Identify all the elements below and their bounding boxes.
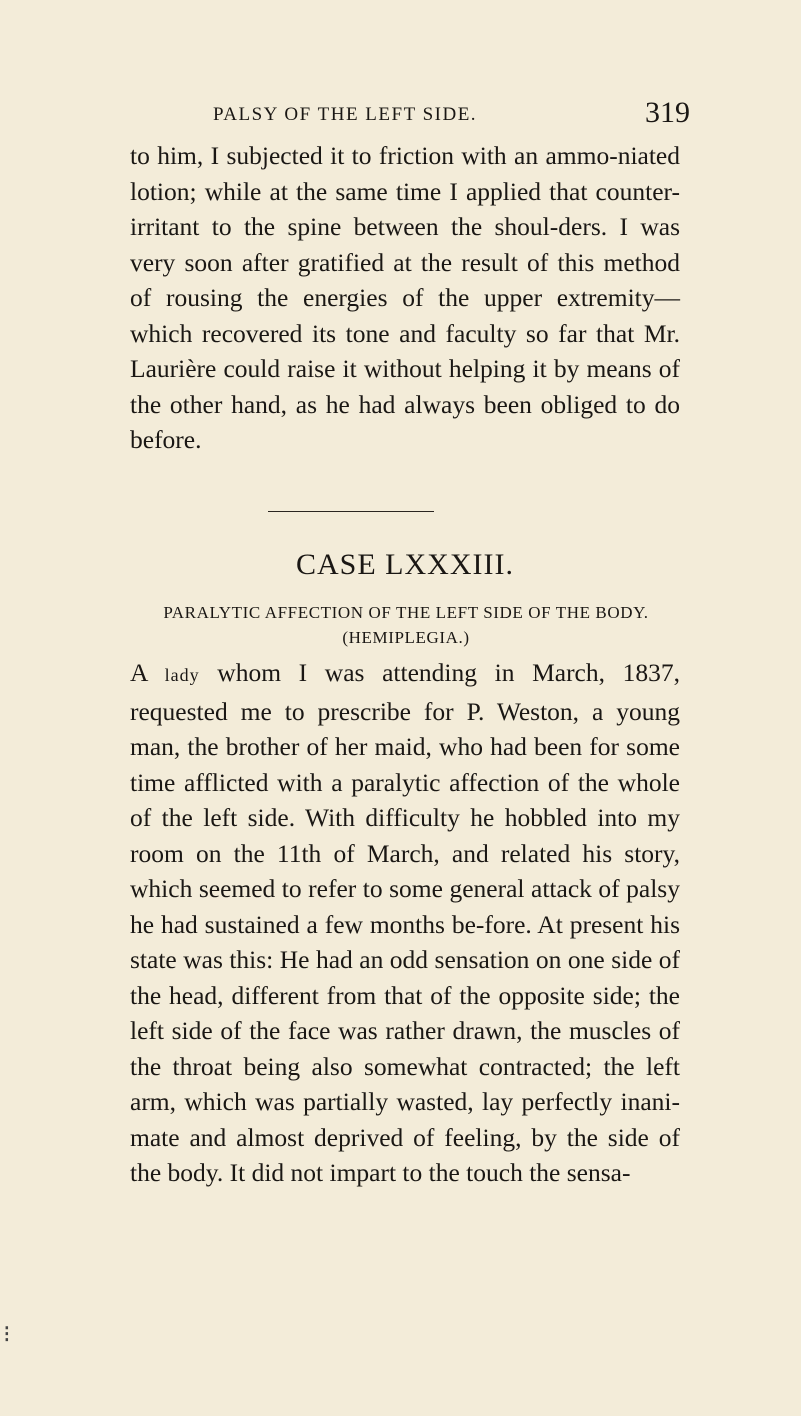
case-subtitle — [108, 600, 704, 650]
page-number: 319 — [645, 96, 690, 129]
paragraph-text — [130, 655, 680, 1191]
case-heading: CASE LXXXIII. — [296, 548, 514, 581]
paragraph-body: whom I was attending in March, 1837, requested me to prescribe for P. Weston, a young man, the brother of her maid, who had been for some time afflicted with a paralytic affection of the whole of the left side. With difficulty he hobbled into my room on the 11th of March, and related his story, which seemed to refer to some general attack of palsy he had sustained a few months be-fore. At present his state was this: He had an odd sensation on one side of the head, different from that of the opposite side; the left side of the face was rather drawn, the muscles of the throat being also somewhat contracted; the left arm, which was partially wasted, lay perfectly inani-mate and almost deprived of feeling, by the side of the body. It did not impart to the touch the sensa- — [130, 658, 681, 1187]
page-blemish: ⁝ — [3, 1322, 11, 1348]
opening-letter: A — [130, 658, 148, 687]
running-head: PALSY OF THE LEFT SIDE. — [212, 104, 478, 125]
case-subtitle-line: PARALYTIC AFFECTION OF THE LEFT SIDE OF THE BODY. — [163, 603, 649, 622]
paragraph-text: to him, I subjected it to friction with an ammo-niated lotion; while at the same time I applied that counter-irritant to the spine between the shoul-ders. I was very soon after gratified at the result of this method of rousing the energies of the upper extremity—which recovered its tone and faculty so far that Mr. Laurière could raise it without helping it by means of the other hand, as he had always been obliged to do before. — [130, 141, 680, 454]
opening-smallcaps: lady — [164, 665, 200, 685]
paragraph-continued — [130, 138, 680, 458]
case-narrative — [130, 655, 680, 1191]
case-subtitle-line: (HEMIPLEGIA.) — [342, 628, 470, 647]
section-divider — [268, 511, 434, 512]
